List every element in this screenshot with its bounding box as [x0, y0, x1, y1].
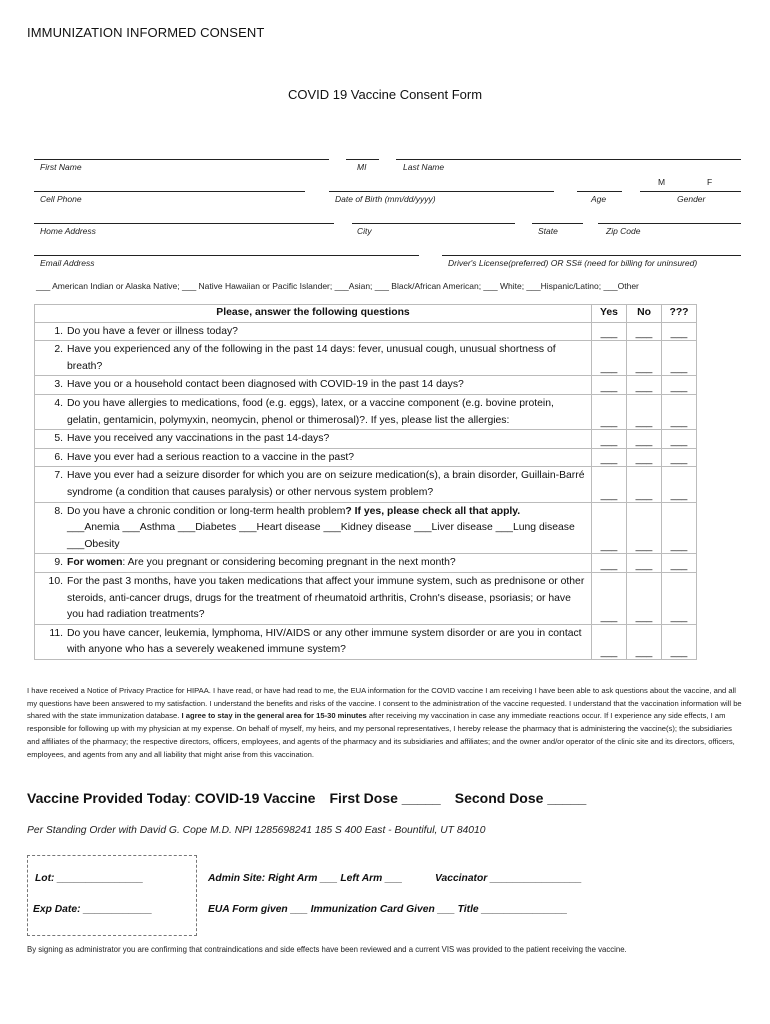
question-number: 11. [49, 627, 63, 639]
question-text: Have you ever had a serious reaction to a vaccine in the past? [67, 451, 355, 463]
answer-yes[interactable]: ___ [592, 430, 627, 449]
document-header: IMMUNIZATION INFORMED CONSENT [27, 25, 265, 40]
answer-yes[interactable]: ___ [592, 322, 627, 341]
standing-order: Per Standing Order with David G. Cope M.D. NPI 1285698241 185 S 400 East - Bountiful, UT 84010 [27, 825, 486, 836]
answer-no[interactable]: ___ [627, 376, 662, 395]
table-row [35, 448, 697, 467]
administrator-statement: By signing as administrator you are confirming that contraindications and side effects have been reviewed and a current VIS was provided to the patient receiving the vaccine. [27, 945, 627, 954]
question-number: 1. [54, 325, 63, 337]
age-label: Age [591, 194, 607, 204]
question-number: 4. [54, 397, 63, 409]
eua-card-title-fields[interactable]: EUA Form given ___ Immunization Card Given ___ Title _______________ [208, 904, 568, 915]
unknown-column-header: ??? [662, 305, 697, 323]
answer-unknown[interactable]: ___ [662, 394, 697, 429]
answer-yes[interactable]: ___ [592, 502, 627, 554]
answer-yes[interactable]: ___ [592, 448, 627, 467]
question-number: 9. [54, 557, 63, 569]
answer-unknown[interactable]: ___ [662, 341, 697, 376]
question-text: Have you experienced any of the following in the past 14 days: fever, unusual cough, unusual shortness of breath? [67, 344, 556, 372]
answer-unknown[interactable]: ___ [662, 448, 697, 467]
answer-yes[interactable]: ___ [592, 554, 627, 573]
zip-line[interactable] [598, 223, 741, 224]
question-number: 3. [54, 379, 63, 391]
gender-m-label: M [658, 177, 666, 187]
answer-yes[interactable]: ___ [592, 572, 627, 624]
email-line[interactable] [34, 255, 419, 256]
questions-header-row [35, 305, 697, 323]
answer-unknown[interactable]: ___ [662, 502, 697, 554]
answer-yes[interactable]: ___ [592, 376, 627, 395]
license-label: Driver's License(preferred) OR SS# (need for billing for uninsured) [448, 258, 698, 268]
answer-unknown[interactable]: ___ [662, 322, 697, 341]
answer-no[interactable]: ___ [627, 448, 662, 467]
answer-no[interactable]: ___ [627, 572, 662, 624]
answer-yes[interactable]: ___ [592, 341, 627, 376]
questions-header: Please, answer the following questions [35, 305, 592, 323]
question-number: 6. [54, 451, 63, 463]
mi-line[interactable] [346, 159, 379, 160]
question-text: Do you have a fever or illness today? [67, 325, 238, 337]
cell-phone-label: Cell Phone [40, 194, 82, 204]
dob-label: Date of Birth (mm/dd/yyyy) [335, 194, 436, 204]
first-name-line[interactable] [34, 159, 329, 160]
table-row [35, 502, 697, 554]
stay-notice: I agree to stay in the general area for 15-30 minutes [181, 711, 367, 721]
ethnicity-checklist[interactable]: ___ American Indian or Alaska Native; ___ Native Hawaiian or Pacific Islander; ___Asian; ___ Black/African American; ___ White; ___Hispanic/Latino; ___Other [36, 281, 639, 291]
gender-label: Gender [677, 194, 706, 204]
answer-no[interactable]: ___ [627, 502, 662, 554]
answer-no[interactable]: ___ [627, 322, 662, 341]
table-row [35, 624, 697, 659]
answer-no[interactable]: ___ [627, 554, 662, 573]
state-line[interactable] [532, 223, 583, 224]
question-number: 5. [54, 433, 63, 445]
answer-unknown[interactable]: ___ [662, 624, 697, 659]
exp-date-field[interactable]: Exp Date: ____________ [33, 904, 153, 915]
question-number: 10. [48, 575, 63, 587]
answer-no[interactable]: ___ [627, 430, 662, 449]
gender-f-label: F [707, 177, 713, 187]
first-name-label: First Name [40, 162, 82, 172]
answer-no[interactable]: ___ [627, 467, 662, 502]
question-text: Have you or a household contact been diagnosed with COVID-19 in the past 14 days? [67, 379, 464, 391]
table-row [35, 554, 697, 573]
question-text: : Are you pregnant or considering becoming pregnant in the next month? [122, 557, 456, 569]
second-dose-field[interactable]: Second Dose _____ [454, 790, 587, 806]
vaccine-provided-line[interactable]: Vaccine Provided Today: COVID-19 Vaccine First Dose _____ Second Dose _____ [27, 790, 587, 806]
no-column-header: No [627, 305, 662, 323]
dob-line[interactable] [329, 191, 554, 192]
table-row [35, 430, 697, 449]
vaccinator-field[interactable]: Vaccinator ________________ [435, 873, 582, 884]
first-dose-field[interactable]: First Dose _____ [329, 790, 441, 806]
question-text: Do you have a chronic condition or long-term health problem [67, 505, 346, 517]
answer-unknown[interactable]: ___ [662, 376, 697, 395]
question-text: Do you have allergies to medications, food (e.g. eggs), latex, or a vaccine component (e.g. bovine protein, gelatin, gentamicin, polymyxin, neomycin, phenol or thimerosal)?. If yes, please list the allergies: [67, 397, 554, 426]
table-row [35, 572, 697, 624]
table-row [35, 376, 697, 395]
zip-label: Zip Code [606, 226, 641, 236]
cell-phone-line[interactable] [34, 191, 305, 192]
question-number: 8. [54, 505, 63, 517]
table-row [35, 394, 697, 429]
consent-paragraph: I have received a Notice of Privacy Practice for HIPAA. I have read, or have had read to me, the EUA information for the COVID vaccine I am receiving I have been able to ask questions about the vaccine, and all my questions have been answered to my satisfaction. I understand the benefits and risks of the vaccine. I consent to the administration of the vaccine requested. I understand that the vaccination information will be shared with the state immunization database. I agree to stay in the general area for 15-30 minutes after receiving my vaccination in case any immediate reactions occur. If I experience any side effects, I am responsible for following up with my physician at my expense. On behalf of myself, my heirs, and my personal representatives, I hereby release the pharmacy that is administering the vaccine(s); the subsidiaries and affiliates of the pharmacy; the respective directors, officers, employees, and agents of the pharmacy and its subsidiaries and affiliates; and the owner and/or operator of the clinic site and its directors, officers, employees, and agents from any and all liability that might arise from this vaccination. [27, 686, 742, 759]
age-line[interactable] [577, 191, 622, 192]
question-number: 7. [54, 470, 63, 482]
table-row [35, 322, 697, 341]
city-label: City [357, 226, 372, 236]
answer-unknown[interactable]: ___ [662, 572, 697, 624]
gender-line[interactable] [640, 191, 741, 192]
home-address-line[interactable] [34, 223, 334, 224]
yes-column-header: Yes [592, 305, 627, 323]
table-row [35, 467, 697, 502]
answer-yes[interactable]: ___ [592, 467, 627, 502]
state-label: State [538, 226, 558, 236]
answer-unknown[interactable]: ___ [662, 554, 697, 573]
answer-no[interactable]: ___ [627, 341, 662, 376]
answer-yes[interactable]: ___ [592, 624, 627, 659]
license-line[interactable] [442, 255, 741, 256]
answer-yes[interactable]: ___ [592, 394, 627, 429]
lot-field[interactable]: Lot: _______________ [35, 873, 144, 884]
question-text: Have you received any vaccinations in the past 14-days? [67, 433, 330, 445]
question-text: Do you have cancer, leukemia, lymphoma, HIV/AIDS or any other immune system disorder or are you in contact with anyone who has a severely weakened immune system? [67, 627, 582, 656]
form-title: COVID 19 Vaccine Consent Form [287, 87, 483, 102]
lot-exp-box [27, 855, 197, 936]
home-address-label: Home Address [40, 226, 96, 236]
city-line[interactable] [352, 223, 515, 224]
answer-no[interactable]: ___ [627, 394, 662, 429]
answer-no[interactable]: ___ [627, 624, 662, 659]
condition-checklist[interactable]: ___Anemia ___Asthma ___Diabetes ___Heart disease ___Kidney disease ___Liver disease ___Lung disease ___Obesity [67, 522, 575, 550]
answer-unknown[interactable]: ___ [662, 430, 697, 449]
email-label: Email Address [40, 258, 95, 268]
table-row [35, 341, 697, 376]
question-number: 2. [54, 344, 63, 356]
last-name-line[interactable] [396, 159, 741, 160]
question-lead: For women [67, 557, 123, 569]
question-text: Have you ever had a seizure disorder for which you are on seizure medication(s), a brain disorder, Guillain-Barré syndrome (a condition that causes paralysis) or other nervous system problem? [67, 470, 585, 498]
questions-table [34, 304, 697, 660]
question-instruction: ? If yes, please check all that apply. [345, 505, 521, 517]
answer-unknown[interactable]: ___ [662, 467, 697, 502]
admin-site-field[interactable]: Admin Site: Right Arm ___ Left Arm ___ [208, 873, 403, 884]
mi-label: MI [357, 162, 367, 172]
question-text: For the past 3 months, have you taken medications that affect your immune system, such as prednisone or other steroids, anti-cancer drugs, drugs for the treatment of rheumatoid arthritis, Crohn's disease, psoriasis; or have you had radiation treatments? [67, 575, 585, 621]
last-name-label: Last Name [403, 162, 445, 172]
